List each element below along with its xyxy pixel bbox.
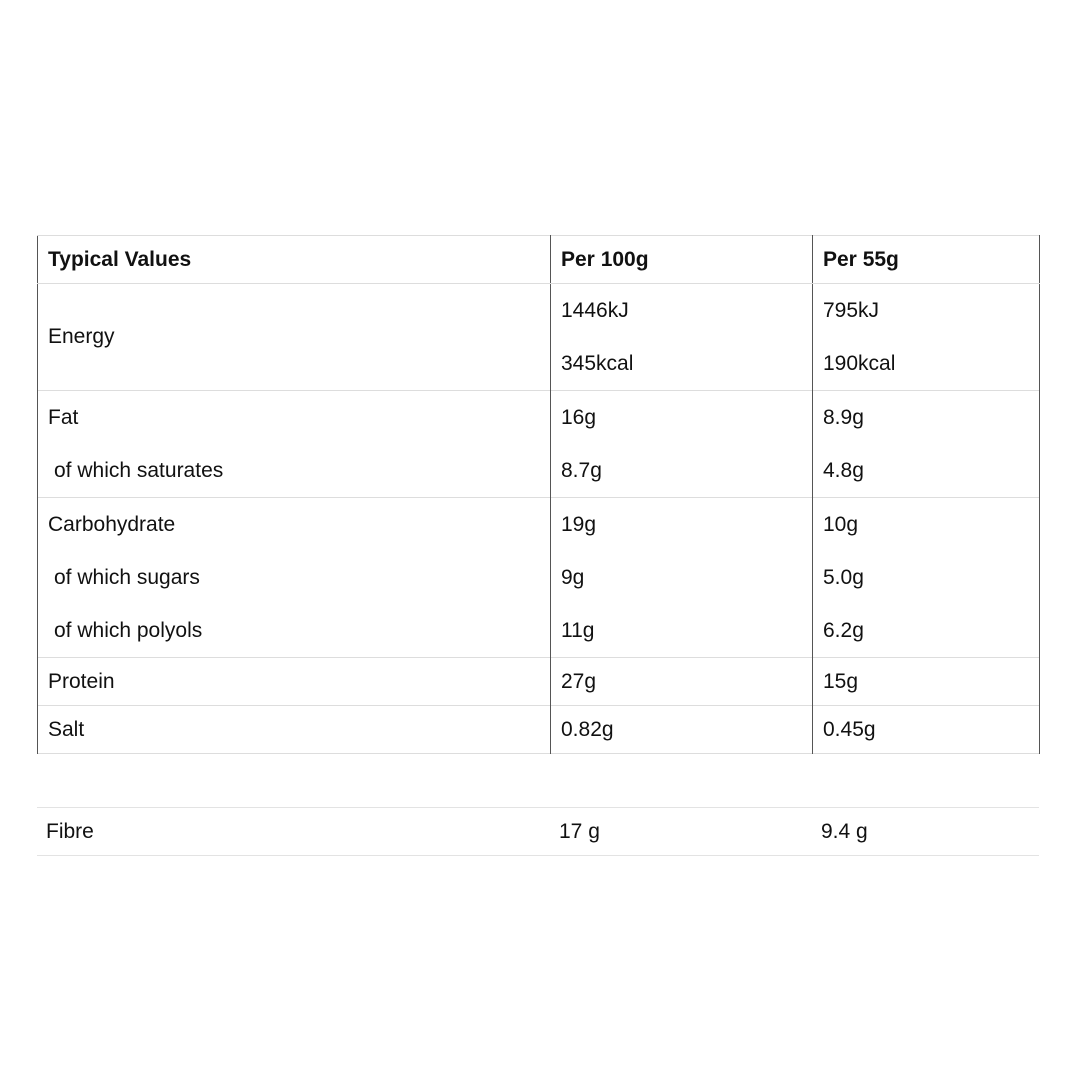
- polyols-per55: 6.2g: [823, 619, 864, 642]
- energy-group: [38, 284, 1040, 391]
- polyols-label: of which polyols: [54, 619, 203, 642]
- energy-per100-kj: 1446kJ: [561, 299, 629, 322]
- header-per-100g: Per 100g: [551, 236, 813, 284]
- protein-label: Protein: [48, 670, 115, 693]
- fat-per100-cell: [551, 391, 813, 498]
- saturates-per100: 8.7g: [561, 459, 602, 482]
- salt-label-cell: [38, 706, 551, 754]
- nutrition-table: [37, 235, 1040, 754]
- table-row: [38, 706, 1040, 754]
- carb-per55-cell: [813, 498, 1040, 658]
- table-header-row: [38, 236, 1040, 284]
- table-row: [38, 391, 1040, 498]
- sugars-per55: 5.0g: [823, 566, 864, 589]
- carb-per100-cell: [551, 498, 813, 658]
- salt-per55-cell: [813, 706, 1040, 754]
- header-typical-values: Typical Values: [38, 236, 551, 284]
- table-row: [38, 284, 1040, 391]
- sugars-per100: 9g: [561, 566, 585, 589]
- protein-group: [38, 658, 1040, 706]
- protein-label-cell: [38, 658, 551, 706]
- energy-per55-kj: 795kJ: [823, 299, 880, 322]
- energy-label: Energy: [38, 284, 551, 391]
- carb-label-cell: [38, 498, 551, 658]
- fibre-label: Fibre: [46, 820, 94, 843]
- carbohydrate-group: [38, 498, 1040, 658]
- fat-per100: 16g: [561, 406, 597, 429]
- salt-label: Salt: [48, 718, 85, 741]
- protein-per100-cell: [551, 658, 813, 706]
- salt-per100: 0.82g: [561, 718, 614, 741]
- fibre-per100: 17 g: [559, 820, 600, 843]
- carbohydrate-per55: 10g: [823, 513, 859, 536]
- fibre-row: [37, 807, 1039, 856]
- energy-per55-kcal: 190kcal: [823, 352, 896, 375]
- saturates-per55: 4.8g: [823, 459, 864, 482]
- protein-per55: 15g: [823, 670, 859, 693]
- fibre-per55: 9.4 g: [821, 820, 868, 843]
- energy-per100-cell: [551, 284, 813, 391]
- header-per-55g: Per 55g: [813, 236, 1040, 284]
- polyols-per100: 11g: [561, 619, 595, 642]
- energy-per100-kcal: 345kcal: [561, 352, 634, 375]
- protein-per55-cell: [813, 658, 1040, 706]
- fat-label-cell: [38, 391, 551, 498]
- carbohydrate-per100: 19g: [561, 513, 597, 536]
- fat-label: Fat: [48, 406, 79, 429]
- salt-per100-cell: [551, 706, 813, 754]
- sugars-label: of which sugars: [54, 566, 200, 589]
- salt-per55: 0.45g: [823, 718, 876, 741]
- fat-per55: 8.9g: [823, 406, 864, 429]
- table-row: [38, 498, 1040, 658]
- saturates-label: of which saturates: [54, 459, 224, 482]
- salt-group: [38, 706, 1040, 754]
- fat-group: [38, 391, 1040, 498]
- protein-per100: 27g: [561, 670, 597, 693]
- energy-per55-cell: [813, 284, 1040, 391]
- fat-per55-cell: [813, 391, 1040, 498]
- table-row: [38, 658, 1040, 706]
- carbohydrate-label: Carbohydrate: [48, 513, 176, 536]
